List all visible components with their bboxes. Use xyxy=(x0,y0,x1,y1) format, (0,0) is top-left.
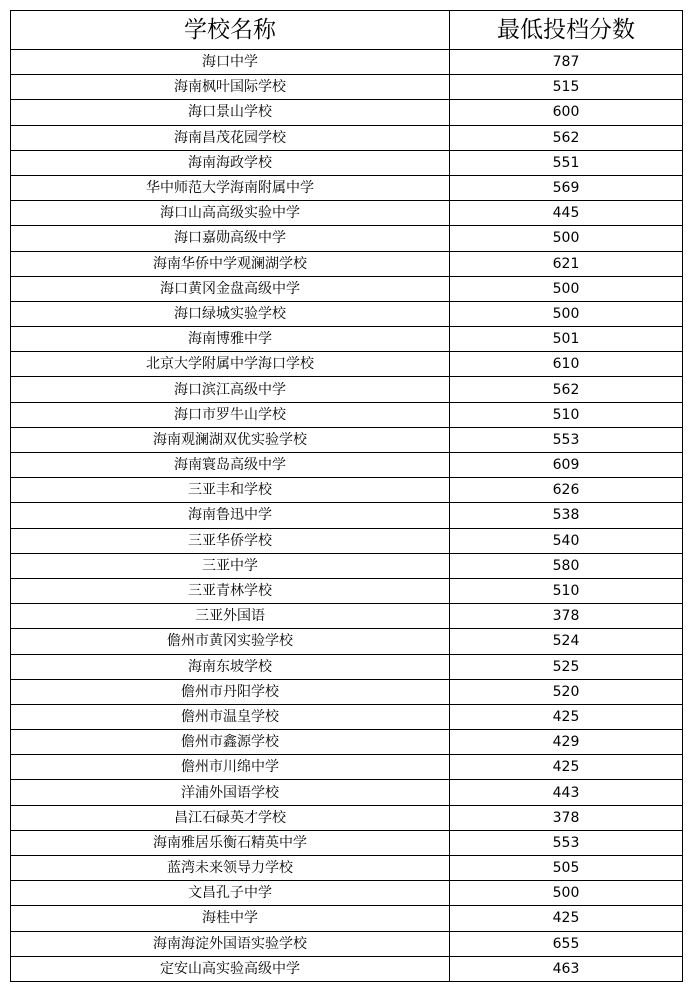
min-score-cell: 425 xyxy=(450,755,683,780)
table-row xyxy=(11,226,683,251)
table-row xyxy=(11,704,683,729)
min-score-cell: 425 xyxy=(450,704,683,729)
school-name-cell: 三亚青林学校 xyxy=(11,578,450,603)
school-name-cell: 海桂中学 xyxy=(11,906,450,931)
table-row xyxy=(11,679,683,704)
school-name-cell: 洋浦外国语学校 xyxy=(11,780,450,805)
min-score-cell: 600 xyxy=(450,100,683,125)
table-row xyxy=(11,528,683,553)
table-row xyxy=(11,629,683,654)
school-name-cell: 儋州市川绵中学 xyxy=(11,755,450,780)
min-score-cell: 510 xyxy=(450,402,683,427)
school-name-cell: 儋州市丹阳学校 xyxy=(11,679,450,704)
table-row xyxy=(11,906,683,931)
school-name-cell: 海南华侨中学观澜湖学校 xyxy=(11,251,450,276)
table-row xyxy=(11,453,683,478)
school-name-cell: 定安山高实验高级中学 xyxy=(11,956,450,981)
min-score-cell: 445 xyxy=(450,201,683,226)
header-min-score: 最低投档分数 xyxy=(450,11,683,50)
school-name-cell: 海南东坡学校 xyxy=(11,654,450,679)
school-name-cell: 三亚外国语 xyxy=(11,604,450,629)
school-name-cell: 海南寰岛高级中学 xyxy=(11,453,450,478)
min-score-cell: 524 xyxy=(450,629,683,654)
school-name-cell: 海南鲁迅中学 xyxy=(11,503,450,528)
table-row xyxy=(11,201,683,226)
table-row xyxy=(11,175,683,200)
min-score-cell: 443 xyxy=(450,780,683,805)
score-sheet xyxy=(10,10,682,982)
school-name-cell: 海口景山学校 xyxy=(11,100,450,125)
school-name-cell: 三亚丰和学校 xyxy=(11,478,450,503)
min-score-cell: 621 xyxy=(450,251,683,276)
table-row xyxy=(11,276,683,301)
table-row xyxy=(11,50,683,75)
school-name-cell: 华中师范大学海南附属中学 xyxy=(11,175,450,200)
school-name-cell: 海南观澜湖双优实验学校 xyxy=(11,427,450,452)
table-row xyxy=(11,478,683,503)
table-row xyxy=(11,251,683,276)
min-score-cell: 553 xyxy=(450,830,683,855)
admission-score-table xyxy=(10,10,683,982)
table-row xyxy=(11,150,683,175)
table-row xyxy=(11,931,683,956)
table-row xyxy=(11,377,683,402)
table-body xyxy=(11,50,683,982)
table-row xyxy=(11,755,683,780)
school-name-cell: 海口中学 xyxy=(11,50,450,75)
min-score-cell: 378 xyxy=(450,604,683,629)
school-name-cell: 海南海淀外国语实验学校 xyxy=(11,931,450,956)
min-score-cell: 500 xyxy=(450,301,683,326)
min-score-cell: 520 xyxy=(450,679,683,704)
min-score-cell: 538 xyxy=(450,503,683,528)
min-score-cell: 515 xyxy=(450,75,683,100)
min-score-cell: 580 xyxy=(450,553,683,578)
school-name-cell: 三亚中学 xyxy=(11,553,450,578)
min-score-cell: 655 xyxy=(450,931,683,956)
min-score-cell: 525 xyxy=(450,654,683,679)
school-name-cell: 海南昌茂花园学校 xyxy=(11,125,450,150)
min-score-cell: 562 xyxy=(450,125,683,150)
header-school-name: 学校名称 xyxy=(11,11,450,50)
table-row xyxy=(11,125,683,150)
school-name-cell: 海口绿城实验学校 xyxy=(11,301,450,326)
min-score-cell: 500 xyxy=(450,276,683,301)
school-name-cell: 海口山高高级实验中学 xyxy=(11,201,450,226)
table-row xyxy=(11,553,683,578)
table-row xyxy=(11,881,683,906)
min-score-cell: 610 xyxy=(450,352,683,377)
min-score-cell: 540 xyxy=(450,528,683,553)
table-row xyxy=(11,427,683,452)
table-row xyxy=(11,956,683,981)
school-name-cell: 海南枫叶国际学校 xyxy=(11,75,450,100)
table-row xyxy=(11,100,683,125)
min-score-cell: 501 xyxy=(450,327,683,352)
min-score-cell: 510 xyxy=(450,578,683,603)
min-score-cell: 505 xyxy=(450,856,683,881)
min-score-cell: 463 xyxy=(450,956,683,981)
school-name-cell: 海口市罗牛山学校 xyxy=(11,402,450,427)
table-row xyxy=(11,301,683,326)
school-name-cell: 海口嘉勋高级中学 xyxy=(11,226,450,251)
table-row xyxy=(11,352,683,377)
school-name-cell: 昌江石碌英才学校 xyxy=(11,805,450,830)
school-name-cell: 儋州市温皇学校 xyxy=(11,704,450,729)
min-score-cell: 378 xyxy=(450,805,683,830)
min-score-cell: 500 xyxy=(450,881,683,906)
table-row xyxy=(11,604,683,629)
min-score-cell: 553 xyxy=(450,427,683,452)
min-score-cell: 562 xyxy=(450,377,683,402)
table-row xyxy=(11,503,683,528)
min-score-cell: 429 xyxy=(450,730,683,755)
table-row xyxy=(11,75,683,100)
min-score-cell: 787 xyxy=(450,50,683,75)
table-row xyxy=(11,654,683,679)
table-row xyxy=(11,856,683,881)
school-name-cell: 海南博雅中学 xyxy=(11,327,450,352)
school-name-cell: 儋州市鑫源学校 xyxy=(11,730,450,755)
min-score-cell: 551 xyxy=(450,150,683,175)
min-score-cell: 500 xyxy=(450,226,683,251)
school-name-cell: 儋州市黄冈实验学校 xyxy=(11,629,450,654)
school-name-cell: 文昌孔子中学 xyxy=(11,881,450,906)
table-row xyxy=(11,402,683,427)
header-row xyxy=(11,11,683,50)
table-row xyxy=(11,578,683,603)
table-row xyxy=(11,830,683,855)
min-score-cell: 425 xyxy=(450,906,683,931)
min-score-cell: 569 xyxy=(450,175,683,200)
school-name-cell: 海南雅居乐衡石精英中学 xyxy=(11,830,450,855)
table-row xyxy=(11,327,683,352)
school-name-cell: 三亚华侨学校 xyxy=(11,528,450,553)
school-name-cell: 蓝湾未来领导力学校 xyxy=(11,856,450,881)
school-name-cell: 海口滨江高级中学 xyxy=(11,377,450,402)
school-name-cell: 北京大学附属中学海口学校 xyxy=(11,352,450,377)
min-score-cell: 626 xyxy=(450,478,683,503)
min-score-cell: 609 xyxy=(450,453,683,478)
table-row xyxy=(11,780,683,805)
school-name-cell: 海口黄冈金盘高级中学 xyxy=(11,276,450,301)
table-row xyxy=(11,730,683,755)
table-row xyxy=(11,805,683,830)
school-name-cell: 海南海政学校 xyxy=(11,150,450,175)
